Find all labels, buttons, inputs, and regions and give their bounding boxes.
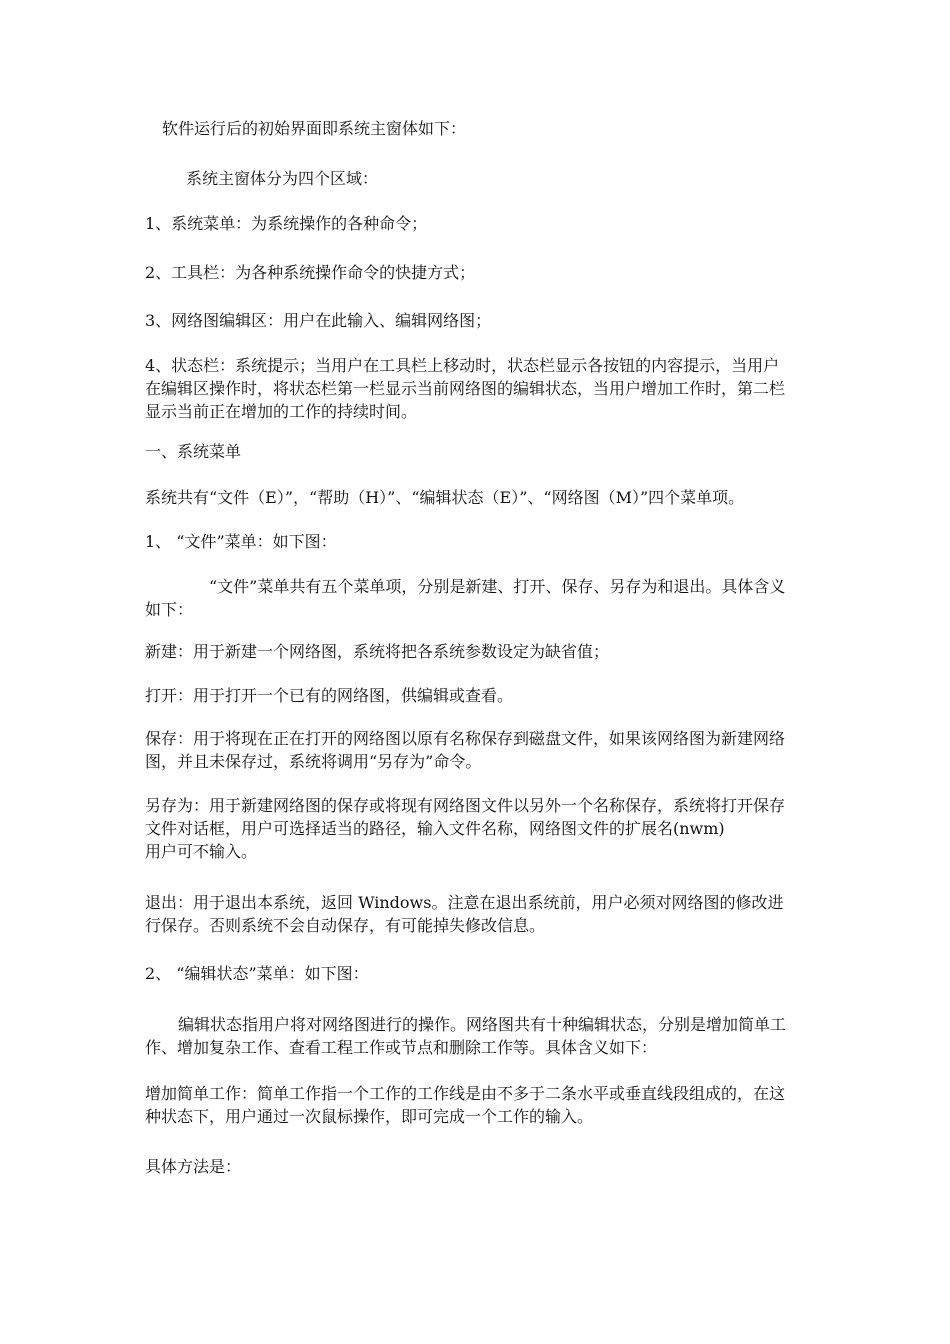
menu-item-saveas — [145, 794, 810, 863]
area-item-menu: 1、系统菜单：为系统操作的各种命令； — [145, 214, 428, 233]
menu-item-new: 新建：用于新建一个网络图，系统将把各系统参数设定为缺省值； — [145, 642, 610, 661]
section-title: 一、系统菜单 — [145, 442, 242, 461]
menu-item-save — [145, 727, 810, 773]
method-heading: 具体方法是： — [145, 1157, 242, 1176]
text-line: 种状态下，用户通过一次鼠标操作，即可完成一个工作的输入。 — [145, 1107, 594, 1126]
text-line: 4、状态栏：系统提示；当用户在工具栏上移动时，状态栏显示各按钮的内容提示，当用户 — [145, 356, 780, 375]
text-line: 如下： — [145, 600, 194, 619]
text-line: 用户可不输入。 — [145, 842, 258, 861]
text-line: 图，并且未保存过，系统将调用“另存为”命令。 — [145, 752, 482, 771]
edit-menu-description — [145, 1013, 810, 1059]
text-line: 另存为：用于新建网络图的保存或将现有网络图文件以另外一个名称保存，系统将打开保存 — [145, 796, 786, 815]
text-line: 文件对话框，用户可选择适当的路径，输入文件名称，网络图文件的扩展名(nwm) — [145, 819, 725, 838]
text-line: 保存：用于将现在正在打开的网络图以原有名称保存到磁盘文件，如果该网络图为新建网络 — [145, 729, 786, 748]
text-line: “文件”菜单共有五个菜单项，分别是新建、打开、保存、另存为和退出。具体含义 — [209, 577, 786, 596]
add-simple-work — [145, 1082, 810, 1128]
text-line: 编辑状态指用户将对网络图进行的操作。网络图共有十种编辑状态，分别是增加简单工 — [178, 1015, 787, 1034]
file-menu-heading: 1、 “文件”菜单：如下图： — [145, 532, 337, 551]
intro-text: 软件运行后的初始界面即系统主窗体如下： — [162, 119, 467, 138]
text-line: 行保存。否则系统不会自动保存，有可能掉失修改信息。 — [145, 916, 546, 935]
area-item-editor: 3、网络图编辑区：用户在此输入、编辑网络图； — [145, 311, 492, 330]
areas-heading: 系统主窗体分为四个区域： — [186, 169, 379, 188]
text-line: 在编辑区操作时，将状态栏第一栏显示当前网络图的编辑状态，当用户增加工作时，第二栏 — [145, 379, 786, 398]
file-menu-description — [145, 575, 810, 621]
menu-item-exit — [145, 891, 810, 937]
area-item-statusbar — [145, 354, 810, 423]
text-line: 作、增加复杂工作、查看工程工作或节点和删除工作等。具体含义如下： — [145, 1038, 658, 1057]
menu-item-open: 打开：用于打开一个已有的网络图，供编辑或查看。 — [145, 686, 514, 705]
text-line: 增加简单工作：简单工作指一个工作的工作线是由不多于二条水平或垂直线段组成的，在这 — [145, 1084, 786, 1103]
text-line: 显示当前正在增加的工作的持续时间。 — [145, 402, 418, 421]
area-item-toolbar: 2、工具栏：为各种系统操作命令的快捷方式； — [145, 263, 476, 282]
edit-menu-heading: 2、 “编辑状态”菜单：如下图： — [145, 964, 369, 983]
menus-summary: 系统共有“文件（E）”，“帮助（H）”、“编辑状态（E）”、“网络图（M）”四个菜单项。 — [145, 488, 745, 507]
text-line: 退出：用于退出本系统，返回 Windows。注意在退出系统前，用户必须对网络图的修改进 — [145, 893, 784, 912]
